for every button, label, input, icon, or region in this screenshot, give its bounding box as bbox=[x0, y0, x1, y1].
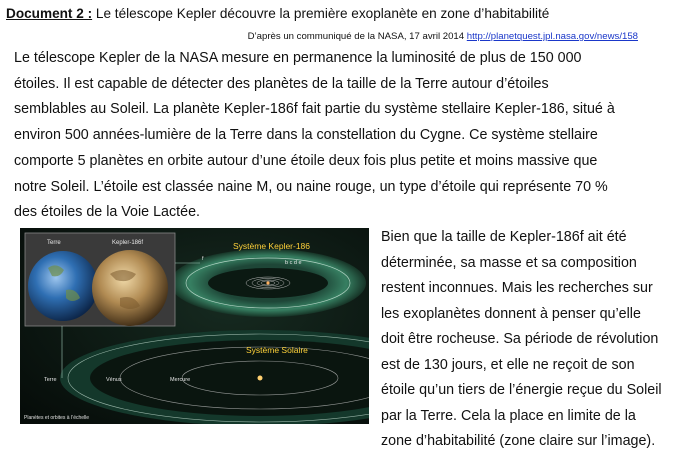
earth-planet bbox=[28, 251, 98, 321]
venus-orbit-label: Vénus bbox=[106, 377, 122, 383]
paragraph-line: les exoplanètes donnent à penser qu’elle bbox=[381, 305, 641, 322]
source-text: D’après un communiqué de la NASA, 17 avril 2014 bbox=[247, 31, 465, 42]
document-title: Le télescope Kepler découvre la première exoplanète en zone d’habitabilité bbox=[95, 6, 550, 21]
paragraph-line: des étoiles de la Voie Lactée. bbox=[14, 204, 200, 221]
kepler-system-title: Système Kepler-186 bbox=[233, 241, 311, 251]
source-link[interactable]: http://planetquest.jpl.nasa.gov/news/158 bbox=[466, 31, 638, 42]
document-header bbox=[6, 6, 688, 21]
kepler-outer-planet-label: f bbox=[202, 256, 204, 262]
kepler-inset-label: Kepler-186f bbox=[112, 240, 144, 246]
sun bbox=[258, 376, 263, 381]
kepler-planets-label: b c d e bbox=[285, 260, 302, 266]
paragraph-line: Bien que la taille de Kepler-186f ait été bbox=[381, 229, 627, 245]
kepler-star bbox=[266, 281, 269, 284]
paragraph-line: étoile qu’un tiers de l’énergie reçue du Soleil bbox=[381, 382, 662, 398]
earth-inset-label: Terre bbox=[47, 240, 61, 246]
paragraph-line: Le télescope Kepler de la NASA mesure en permanence la luminosité de plus de 150 000 bbox=[14, 50, 582, 66]
paragraph-line: déterminée, sa masse et sa composition bbox=[381, 254, 637, 271]
side-paragraph bbox=[381, 225, 687, 455]
kepler-186f-planet bbox=[92, 250, 168, 326]
paragraph-line: notre Soleil. L’étoile est classée naine M, ou naine rouge, un type d’étoile qui représente 70 % bbox=[14, 178, 608, 195]
paragraph-line: par la Terre. Cela la place en limite de la bbox=[381, 407, 636, 424]
mercury-orbit-label: Mercure bbox=[170, 377, 191, 383]
paragraph-line: environ 500 années-lumière de la Terre dans la constellation du Cygne. Ce système stellaire bbox=[14, 127, 598, 144]
solar-system-title: Système Solaire bbox=[246, 345, 308, 355]
kepler-figure bbox=[20, 228, 369, 424]
paragraph-line: étoiles. Il est capable de détecter des planètes de la taille de la Terre autour d’étoiles bbox=[14, 75, 549, 92]
paragraph-line: semblables au Soleil. La planète Kepler-186f fait partie du système stellaire Kepler-186, situé à bbox=[14, 101, 615, 118]
paragraph-line: est de 130 jours, et elle ne reçoit de son bbox=[381, 356, 635, 373]
document-label: Document 2 : bbox=[6, 6, 93, 21]
figure-illustration bbox=[20, 228, 369, 424]
paragraph-line: doit être rocheuse. Sa période de révolution bbox=[381, 331, 659, 347]
paragraph-line: comporte 5 planètes en orbite autour d’une étoile deux fois plus petite et moins massive que bbox=[14, 152, 598, 169]
source-citation bbox=[248, 31, 638, 42]
earth-orbit-label: Terre bbox=[44, 377, 57, 383]
paragraph-line: zone d’habitabilité (zone claire sur l’image). bbox=[381, 433, 656, 449]
paragraph-line: restent inconnues. Mais les recherches sur bbox=[381, 280, 653, 296]
figure-caption: Planètes et orbites à l’échelle bbox=[24, 415, 90, 421]
intro-paragraph bbox=[14, 46, 686, 226]
